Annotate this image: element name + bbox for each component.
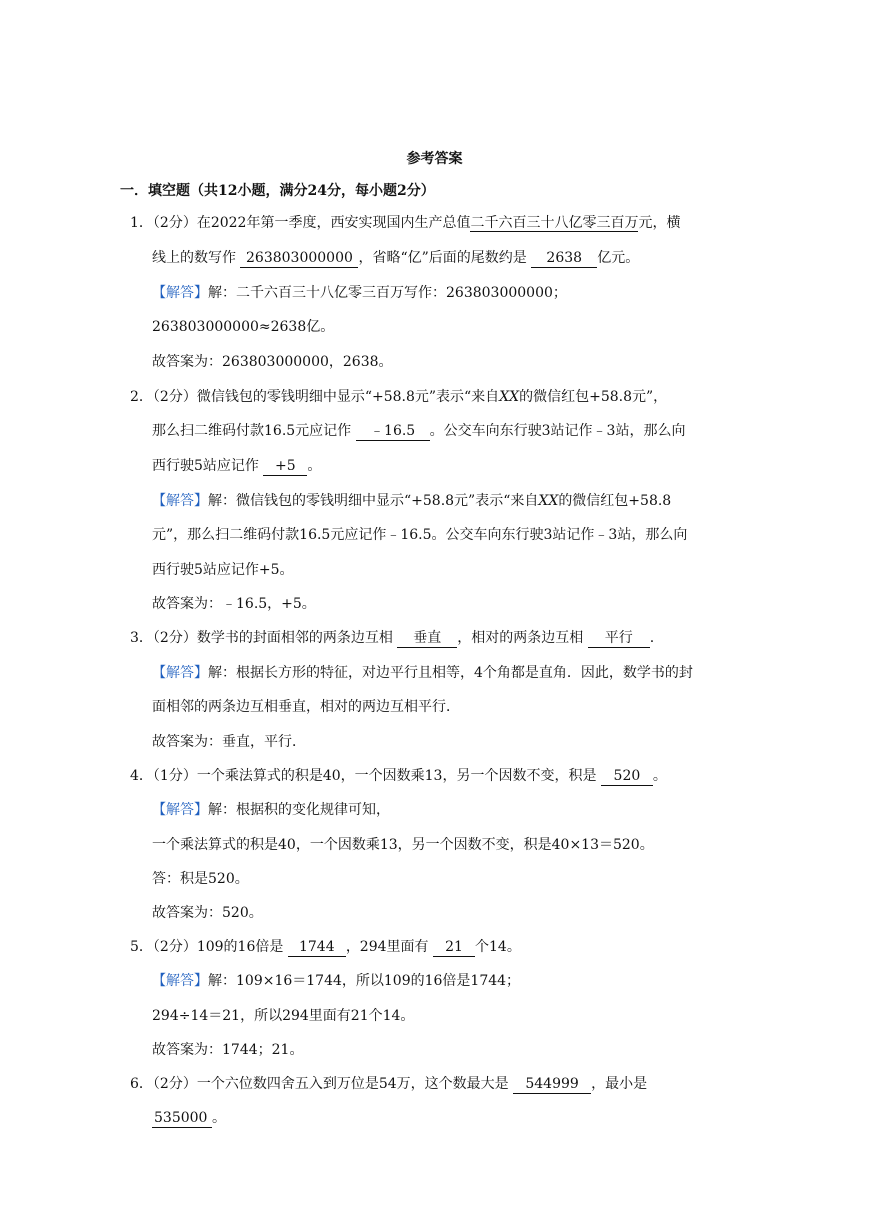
solution-tag: 【解答】 (152, 665, 208, 681)
q6-blank-1: 544999 (513, 1076, 591, 1094)
q1-solution-2: 263803000000≈2638亿。 (152, 319, 335, 335)
q4-solution-2: 一个乘法算式的积是40，一个因数乘13，另一个因数不变，积是40×13＝520。 (152, 837, 654, 853)
q4-solution-1: 【解答】解：根据积的变化规律可知， (152, 802, 390, 818)
q5-blank-1: 1744 (288, 939, 346, 957)
solution-tag: 【解答】 (152, 285, 208, 301)
q1-solution-1: 【解答】解：二千六百三十八亿零三百万写作：263803000000； (152, 285, 567, 301)
page-title: 参考答案 (406, 151, 463, 167)
q5-solution-1: 【解答】解：109×16＝1744，所以109的16倍是1744； (152, 973, 521, 989)
q2-solution-4: 故答案为：﹣16.5，+5。 (152, 596, 316, 612)
q1-blank-1: 263803000000 (240, 250, 358, 268)
q4-blank-1: 520 (601, 768, 653, 786)
solution-tag: 【解答】 (152, 802, 208, 818)
q2-solution-1: 【解答】解：微信钱包的零钱明细中显示“+58.8元”表示“来自XX的微信红包+58.8 (152, 493, 672, 509)
q6-blank-2: 535000 (152, 1110, 212, 1128)
q3-solution-2: 面相邻的两条边互相垂直，相对的两边互相平行． (152, 699, 460, 715)
q5-line-1: 5．（2分）109的16倍是 1744 ，294里面有 21 个14。 (130, 939, 521, 955)
q2-blank-1: ﹣16.5 (356, 423, 430, 441)
q4-line-1: 4．（1分）一个乘法算式的积是40，一个因数乘13，另一个因数不变，积是 520 。 (130, 768, 667, 784)
q2-solution-3: 西行驶5站应记作+5。 (152, 562, 294, 578)
section-heading: 一．填空题（共12小题，满分24分，每小题2分） (120, 183, 435, 199)
q3-blank-1: 垂直 (397, 630, 457, 648)
q4-solution-3: 答：积是520。 (152, 871, 249, 887)
q5-blank-2: 21 (433, 939, 475, 957)
q1-solution-3: 故答案为：263803000000，2638。 (152, 354, 393, 370)
q5-solution-2: 294÷14＝21，所以294里面有21个14。 (152, 1008, 415, 1024)
q1-underlined-text: 二千六百三十八亿零三百万 (470, 215, 639, 231)
q6-line-1: 6．（2分）一个六位数四舍五入到万位是54万，这个数最大是 544999 ，最小是 (130, 1076, 648, 1092)
q1-line-2: 线上的数写作 263803000000 ，省略“亿”后面的尾数约是 2638 亿元。 (152, 250, 640, 266)
q2-line-2: 那么扫二维码付款16.5元应记作 ﹣16.5 。公交车向东行驶3站记作﹣3站，那么向 (152, 423, 686, 439)
q1-line-1: 1．（2分）在2022年第一季度，西安实现国内生产总值二千六百三十八亿零三百万元，横 (130, 215, 681, 231)
q2-solution-2: 元”，那么扫二维码付款16.5元应记作﹣16.5。公交车向东行驶3站记作﹣3站，那么向 (152, 527, 688, 543)
q4-solution-4: 故答案为：520。 (152, 905, 263, 921)
solution-tag: 【解答】 (152, 493, 208, 509)
q2-line-3: 西行驶5站应记作 +5 。 (152, 458, 322, 474)
q6-line-2: 535000 。 (154, 1110, 226, 1126)
q5-solution-3: 故答案为：1744；21。 (152, 1042, 304, 1058)
q3-solution-1: 【解答】解：根据长方形的特征，对边平行且相等，4个角都是直角．因此，数学书的封 (152, 665, 693, 681)
q3-blank-2: 平行 (588, 630, 650, 648)
q2-line-1: 2．（2分）微信钱包的零钱明细中显示“+58.8元”表示“来自XX的微信红包+58.8元”， (130, 389, 668, 405)
q2-blank-2: +5 (263, 458, 307, 476)
q3-line-1: 3．（2分）数学书的封面相邻的两条边互相 垂直 ，相对的两条边互相 平行 . (130, 630, 655, 646)
q3-solution-3: 故答案为：垂直，平行． (152, 734, 306, 750)
q1-blank-2: 2638 (531, 250, 597, 268)
solution-tag: 【解答】 (152, 973, 208, 989)
